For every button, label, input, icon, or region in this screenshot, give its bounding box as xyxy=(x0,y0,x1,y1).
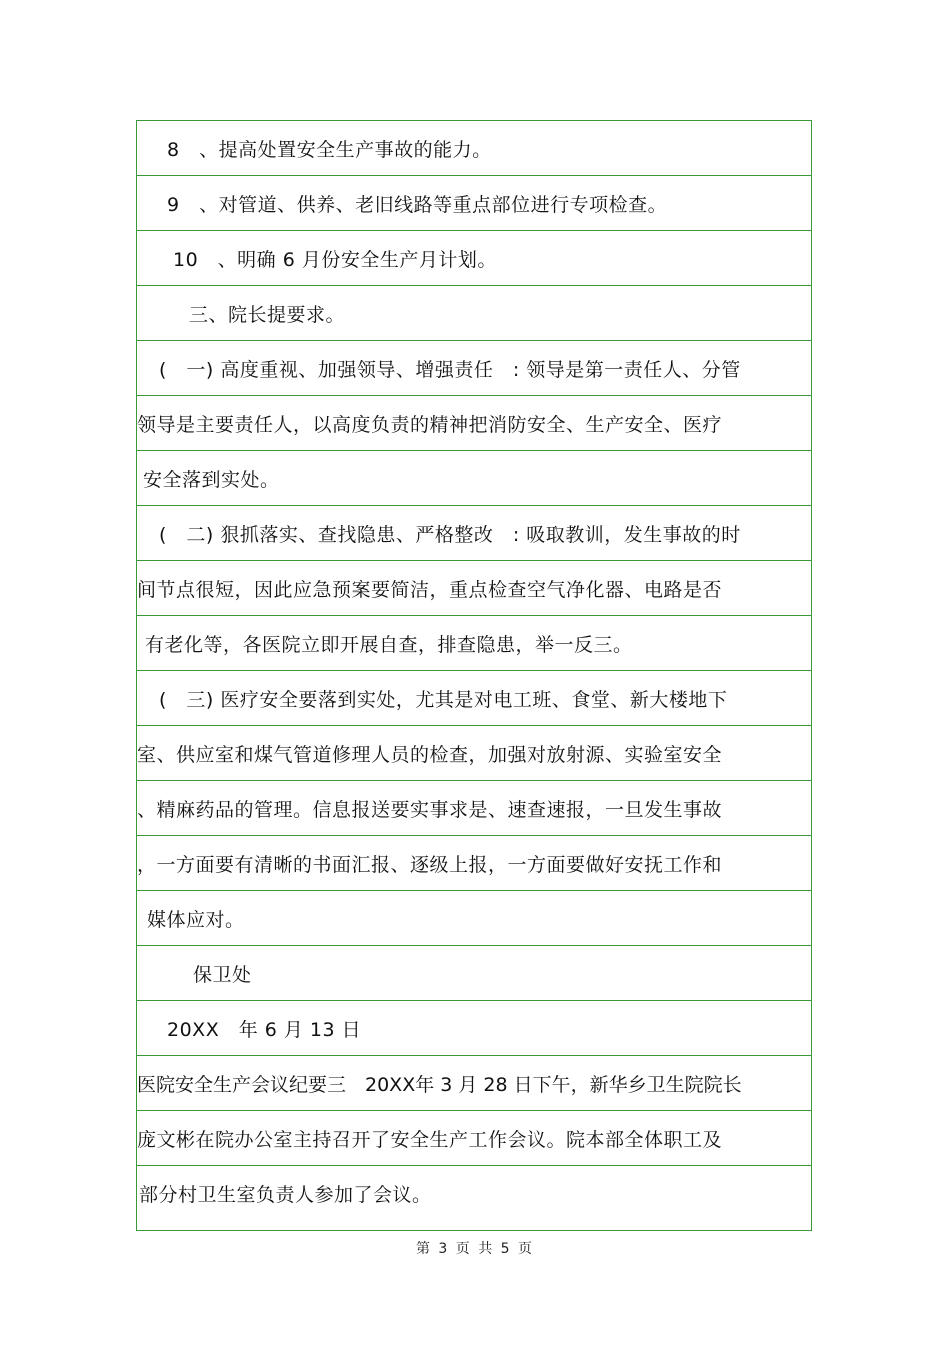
text-line xyxy=(137,616,811,671)
line-text: 9 、对管道、供养、老旧线路等重点部位进行专项检查。 xyxy=(167,193,668,216)
line-text: 媒体应对。 xyxy=(147,908,245,931)
line-text: 室、供应室和煤气管道修理人员的检查，加强对放射源、实验室安全 xyxy=(137,743,723,766)
text-line xyxy=(137,836,811,891)
text-line xyxy=(137,396,811,451)
ruled-text-box xyxy=(136,120,812,1231)
text-line xyxy=(137,726,811,781)
text-line xyxy=(137,506,811,561)
line-text: 8 、提高处置安全生产事故的能力。 xyxy=(167,138,492,161)
line-text: ，一方面要有清晰的书面汇报、逐级上报，一方面要做好安抚工作和 xyxy=(137,853,723,876)
signature-date xyxy=(137,1001,811,1056)
signature-org xyxy=(137,946,811,1001)
text-line xyxy=(137,341,811,396)
line-text: ( 一) 高度重视、加强领导、增强责任 : 领导是第一责任人、分管 xyxy=(159,358,741,381)
text-line xyxy=(137,121,811,176)
line-text: ( 二) 狠抓落实、查找隐患、严格整改 : 吸取教训，发生事故的时 xyxy=(159,523,741,546)
text-line xyxy=(137,1111,811,1166)
line-text: 部分村卫生室负责人参加了会议。 xyxy=(139,1184,432,1206)
text-line xyxy=(137,451,811,506)
line-text: 间节点很短，因此应急预案要简洁，重点检查空气净化器、电路是否 xyxy=(137,578,723,601)
line-text: 保卫处 xyxy=(193,963,252,986)
text-line xyxy=(137,1166,811,1221)
page-number: 第 3 页 共 5 页 xyxy=(415,1241,535,1257)
line-text: 20XX 年 6 月 13 日 xyxy=(167,1018,362,1041)
line-text: ( 三) 医疗安全要落到实处，尤其是对电工班、食堂、新大楼地下 xyxy=(159,688,728,711)
line-text: 、精麻药品的管理。信息报送要实事求是、速查速报，一旦发生事故 xyxy=(137,798,723,821)
text-line xyxy=(137,1056,811,1111)
text-line xyxy=(137,891,811,946)
text-line xyxy=(137,671,811,726)
section-heading xyxy=(137,286,811,341)
line-text: 安全落到实处。 xyxy=(143,468,280,491)
line-text: 10 、明确 6 月份安全生产月计划。 xyxy=(173,248,497,271)
text-line xyxy=(137,231,811,286)
text-line xyxy=(137,176,811,231)
line-text: 有老化等，各医院立即开展自查，排查隐患，举一反三。 xyxy=(145,633,633,656)
line-text: 庞文彬在院办公室主持召开了安全生产工作会议。院本部全体职工及 xyxy=(137,1128,723,1151)
text-line xyxy=(137,781,811,836)
line-text: 医院安全生产会议纪要三 20XX年 3 月 28 日下午，新华乡卫生院院长 xyxy=(137,1073,742,1096)
line-text: 领导是主要责任人，以高度负责的精神把消防安全、生产安全、医疗 xyxy=(137,413,723,436)
text-line xyxy=(137,561,811,616)
line-text: 三、院长提要求。 xyxy=(189,303,346,326)
